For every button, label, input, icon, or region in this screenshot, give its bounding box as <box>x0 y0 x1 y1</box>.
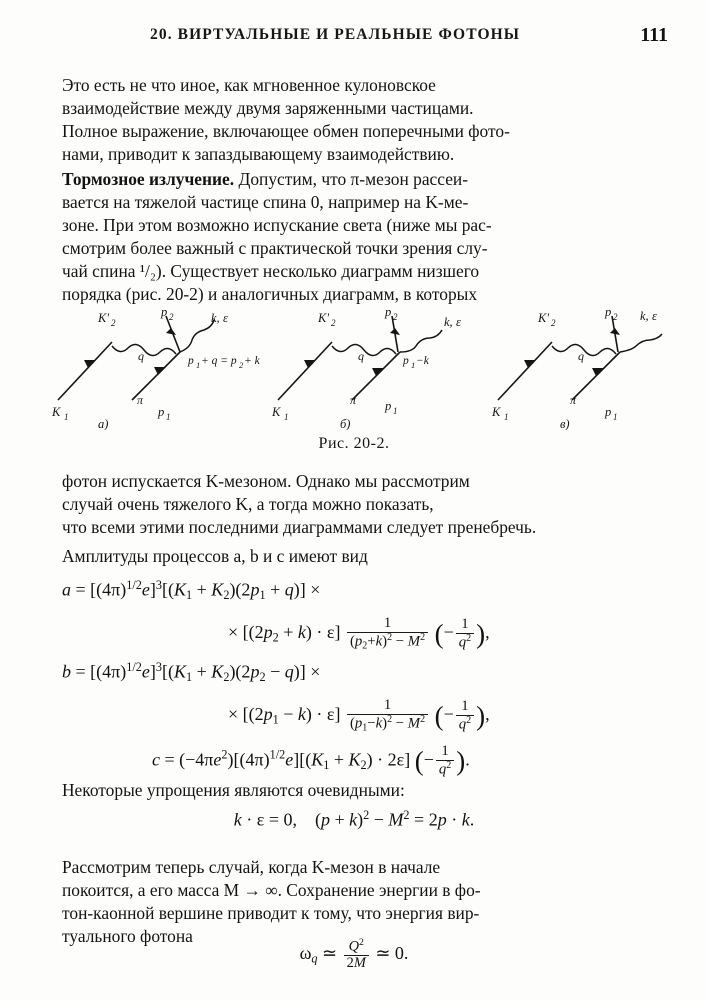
equation-c: $c = (-4\pi e^2)[(4\pi)^{1/2}e][(K_1 + K_2) \cdot 2\varepsilon]$ (− $\frac{1}{q^2}$ ). <box>152 743 470 778</box>
p4-line1: Амплитуды процессов a, b и c имеют вид <box>62 546 368 566</box>
svg-text:2: 2 <box>331 318 336 328</box>
p3-line3: что всеми этими последними диаграммами следует пренебречь. <box>62 516 537 537</box>
svg-text:p: p <box>605 305 612 319</box>
svg-text:K: K <box>272 405 281 419</box>
svg-text:p: p <box>605 405 612 419</box>
svg-text:2: 2 <box>111 318 116 328</box>
paragraph-1 <box>62 74 646 166</box>
figure-caption: Рис. 20-2. <box>318 435 390 452</box>
svg-text:+ k: + k <box>244 355 260 367</box>
paragraph-4 <box>62 545 646 568</box>
svg-text:2: 2 <box>551 318 556 328</box>
equation-a-line2: × $[(2p_2 + k) \cdot \varepsilon]$ $\frac{1}{(p_2+k)^2 - M^2}$ (− $\frac{1}{q^2}$ ), <box>228 615 490 652</box>
equation-a-line1: $a = [(4\pi)^{1/2}e]^3[(K_1 + K_2)(2p_1 + q)]$ × <box>62 578 321 603</box>
svg-text:1: 1 <box>411 360 416 370</box>
svg-text:1: 1 <box>166 412 171 422</box>
svg-text:K': K' <box>538 311 550 325</box>
paragraph-5 <box>62 779 646 802</box>
equation-b-line2: × $[(2p_1 - k) \cdot \varepsilon]$ $\frac{1}{(p_1-k)^2 - M^2}$ (− $\frac{1}{q^2}$ ), <box>228 697 490 734</box>
p3-line1: фотон испускается K-мезоном. Однако мы рассмотрим <box>62 471 470 491</box>
page-number: 111 <box>640 24 668 46</box>
svg-text:2: 2 <box>613 312 618 322</box>
svg-text:K: K <box>492 405 501 419</box>
svg-text:1: 1 <box>196 360 201 370</box>
p2-line6: порядка (рис. 20-2) и аналогичных диаграмм, в которых <box>62 283 478 304</box>
feynman-diagram-svg <box>40 300 670 430</box>
equation-simplification: k · ε = 0, $(p + k)^2 - M^2 = 2p \cdot k$. <box>233 808 475 830</box>
svg-text:ε: ε <box>652 309 657 323</box>
p2-line3: зоне. При этом возможно испускание света (ниже мы рас- <box>62 214 492 235</box>
svg-text:p: p <box>158 405 165 419</box>
svg-text:1: 1 <box>393 406 398 416</box>
svg-text:1: 1 <box>613 412 618 422</box>
p1-line1: Это есть не что иное, как мгновенное кулоновское <box>62 75 436 95</box>
svg-text:q: q <box>358 349 364 363</box>
svg-text:p: p <box>188 355 194 367</box>
svg-text:q: q <box>578 349 584 363</box>
p6-line1: Рассмотрим теперь случай, когда K-мезон в начале <box>62 857 441 877</box>
p2-line5: чай спина ¹/₂). Существует несколько диаграмм низшего <box>62 260 480 281</box>
svg-text:б): б) <box>340 417 351 430</box>
p5-line1: Некоторые упрощения являются очевидными: <box>62 780 405 800</box>
svg-text:p: p <box>403 355 409 367</box>
svg-text:а): а) <box>98 417 109 430</box>
svg-text:K': K' <box>318 311 330 325</box>
svg-text:k,: k, <box>211 311 220 325</box>
svg-text:+ q = p: + q = p <box>201 355 237 367</box>
svg-text:π: π <box>137 393 144 407</box>
svg-text:π: π <box>350 393 357 407</box>
svg-text:k,: k, <box>444 315 453 329</box>
svg-text:p: p <box>385 399 392 413</box>
svg-text:1: 1 <box>504 412 509 422</box>
p6-line3: тон-каонной вершине приводит к тому, что энергия вир- <box>62 902 480 923</box>
equation-omega: $\omega_q$ ≃ $\frac{Q^2}{2M}$ ≃ 0. <box>299 937 409 971</box>
svg-text:p: p <box>385 305 392 319</box>
svg-text:ε: ε <box>456 315 461 329</box>
running-title: 20. ВИРТУАЛЬНЫЕ И РЕАЛЬНЫЕ ФОТОНЫ <box>150 26 521 43</box>
svg-text:ε: ε <box>223 311 228 325</box>
svg-text:k,: k, <box>640 309 649 323</box>
p2-line1-rest: Допустим, что π-мезон рассеи- <box>238 169 469 189</box>
p1-line2: взаимодействие между двумя заряженными частицами. <box>62 97 474 118</box>
svg-text:q: q <box>138 349 144 363</box>
p6-line4: туального фотона <box>62 925 193 946</box>
p1-line3: Полное выражение, включающее обмен поперечными фото- <box>62 120 510 141</box>
svg-text:K: K <box>52 405 61 419</box>
svg-text:π: π <box>570 393 577 407</box>
svg-text:2: 2 <box>239 360 244 370</box>
svg-text:1: 1 <box>284 412 289 422</box>
paragraph-6 <box>62 856 646 948</box>
page-header <box>60 26 668 50</box>
equation-b-line1: $b = [(4\pi)^{1/2}e]^3[(K_1 + K_2)(2p_2 - q)]$ × <box>62 660 321 685</box>
p2-line2: вается на тяжелой частице спина 0, например на K-ме- <box>62 191 469 212</box>
p1-line4: нами, приводит к запаздывающему взаимодействию. <box>62 143 455 164</box>
svg-text:p: p <box>161 305 168 319</box>
p3-line2: случай очень тяжелого K, а тогда можно показать, <box>62 493 434 514</box>
svg-text:−k: −k <box>416 355 429 367</box>
p6-line2: покоится, а его масса M → ∞. Сохранение энергии в фо- <box>62 879 481 900</box>
p2-lead-bold: Тормозное излучение. <box>62 169 235 189</box>
paragraph-3 <box>62 470 646 539</box>
p2-line4: смотрим более важный с практической точки зрения слу- <box>62 237 488 258</box>
svg-text:2: 2 <box>169 312 174 322</box>
svg-text:в): в) <box>560 417 570 430</box>
figure-feynman-diagrams <box>40 300 670 430</box>
svg-text:2: 2 <box>393 312 398 322</box>
paragraph-2 <box>62 168 646 306</box>
svg-text:K': K' <box>98 311 110 325</box>
svg-text:1: 1 <box>64 412 69 422</box>
